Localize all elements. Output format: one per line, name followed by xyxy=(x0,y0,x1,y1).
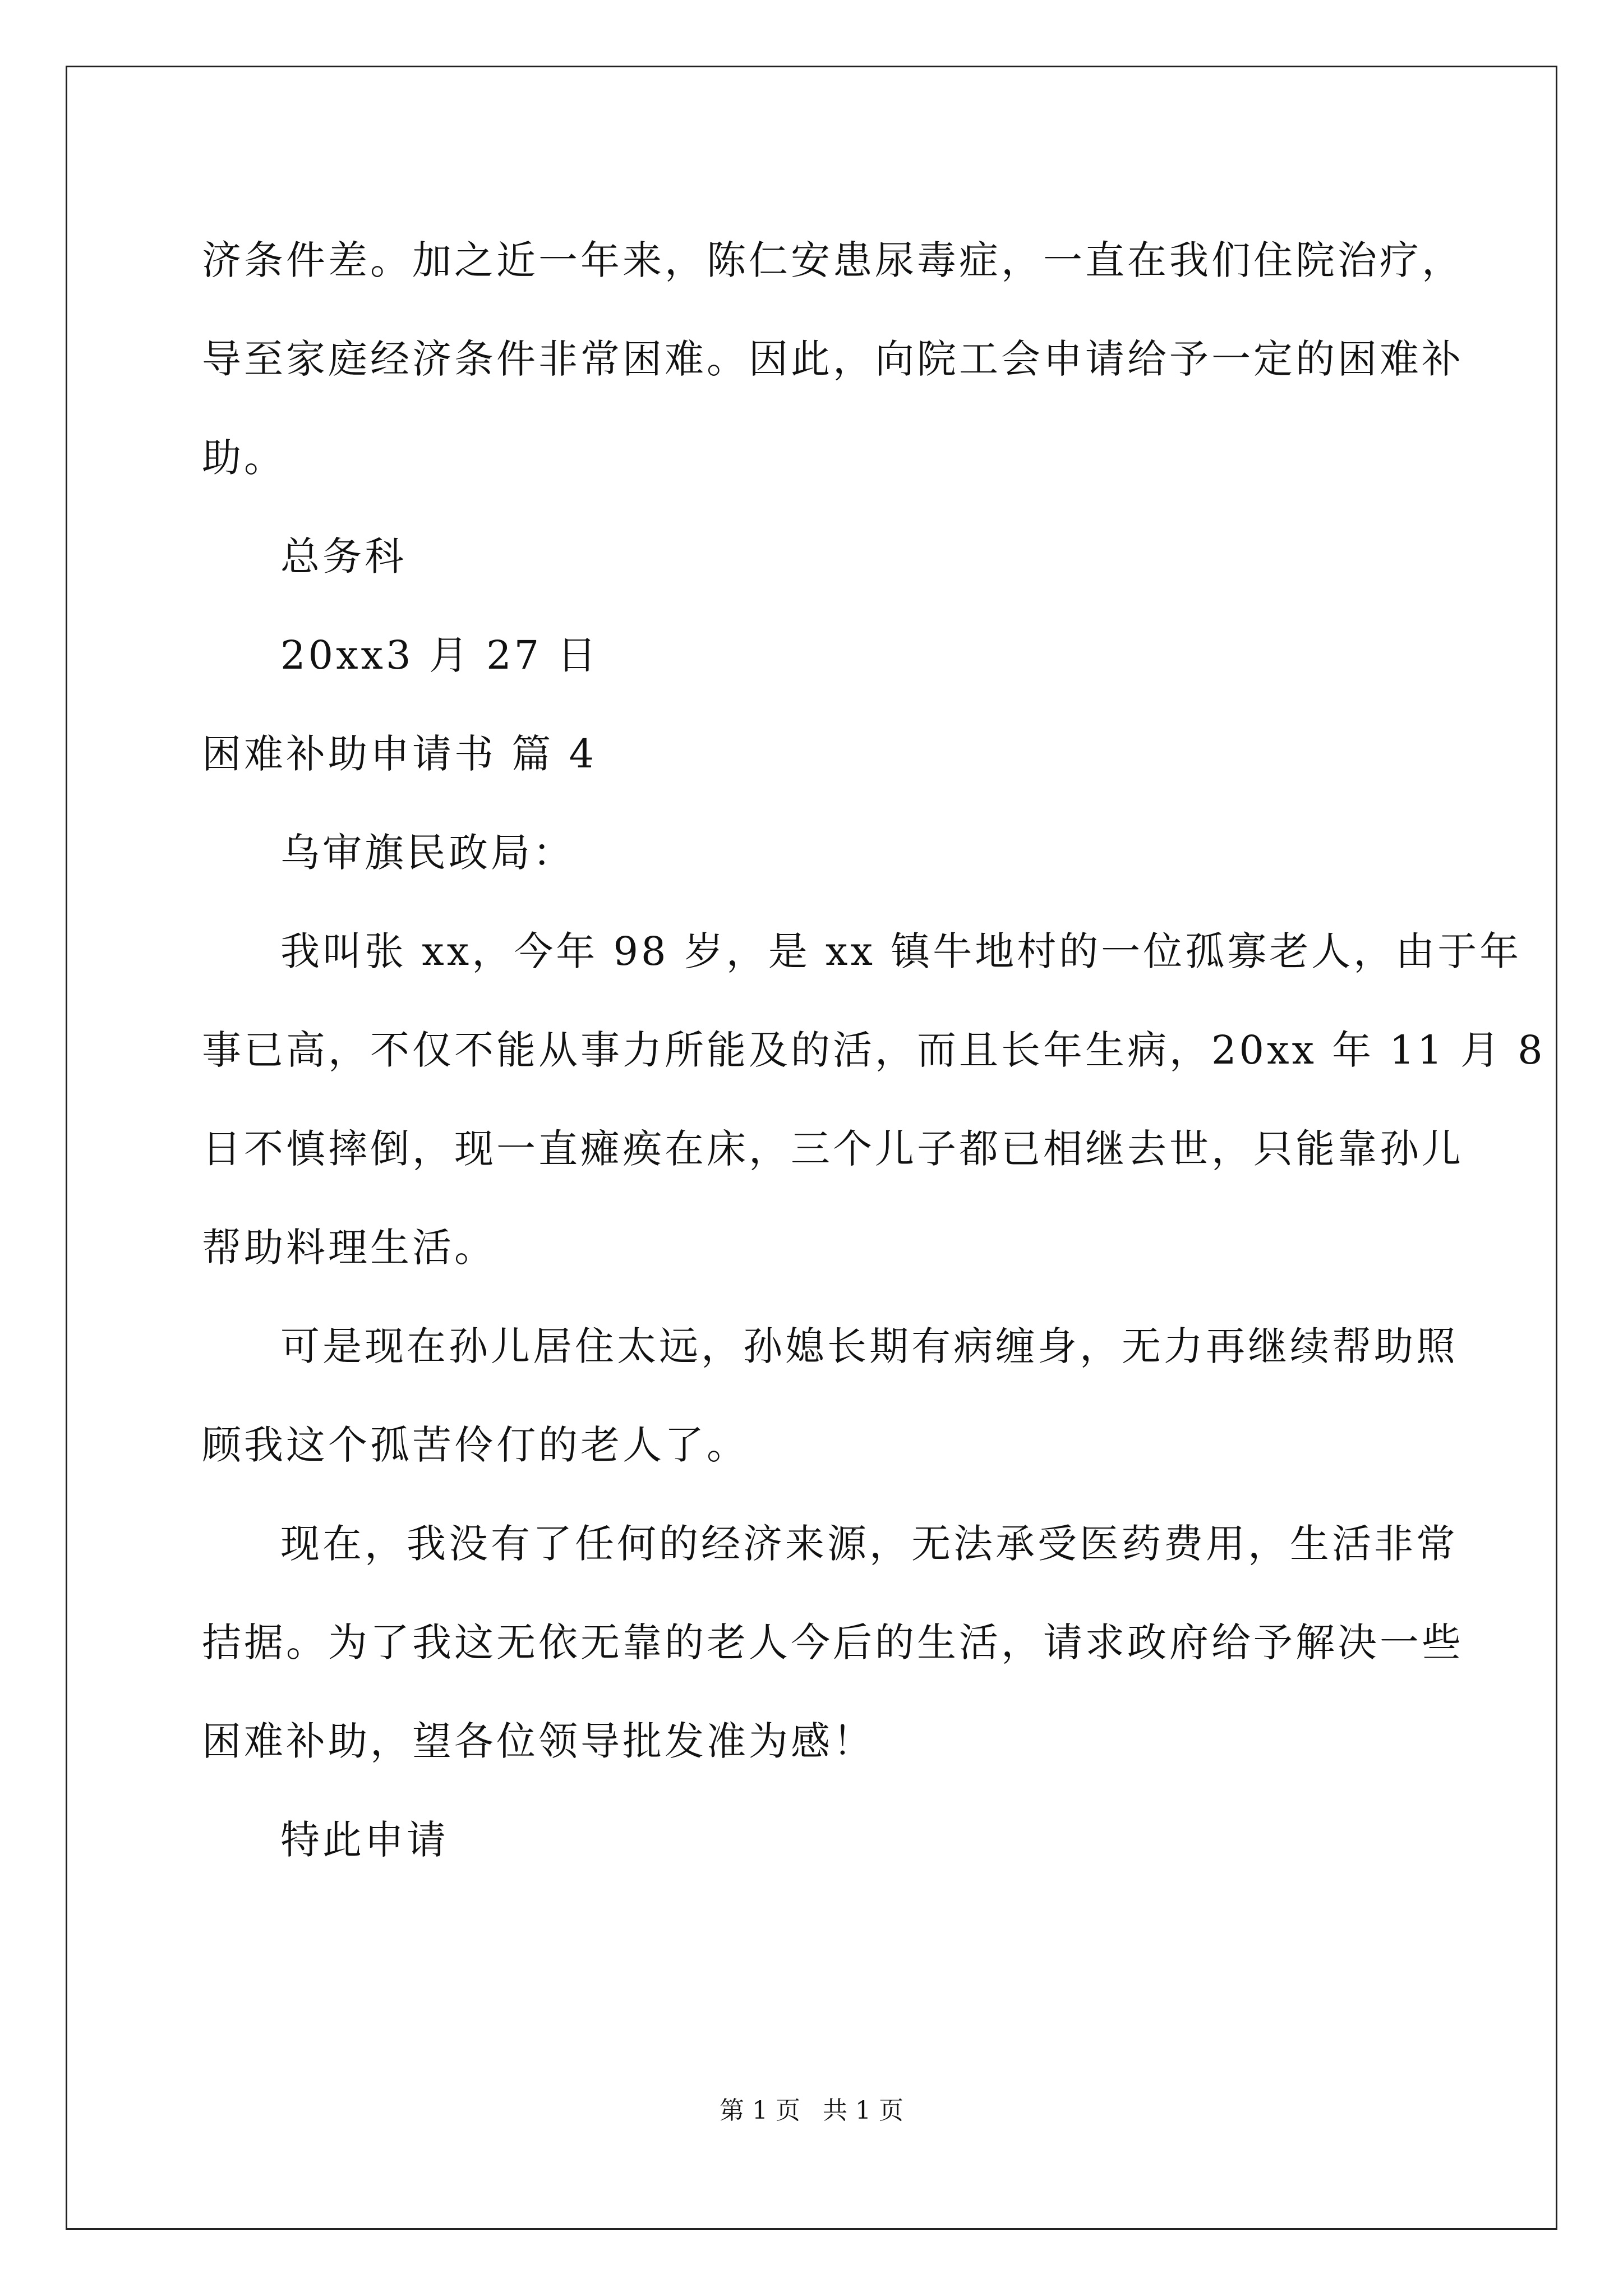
page-number: 第 1 页 xyxy=(720,2096,800,2125)
text-line: 济条件差。加之近一年来，陈仁安患尿毒症，一直在我们住院治疗， xyxy=(202,237,1464,283)
text-line: 现在，我没有了任何的经济来源，无法承受医药费用，生活非常 xyxy=(280,1521,1458,1567)
text-line: 日不慎摔倒，现一直瘫痪在床，三个儿子都已相继去世，只能靠孙儿 xyxy=(202,1126,1464,1172)
document-body xyxy=(202,211,1546,1889)
text-line: 助。 xyxy=(202,435,286,481)
text-line: 导至家庭经济条件非常困难。因此，向院工会申请给予一定的困难补 xyxy=(202,336,1464,382)
closing-phrase: 特此申请 xyxy=(280,1817,449,1863)
text-line: 帮助料理生活。 xyxy=(202,1225,496,1271)
text-line: 顾我这个孤苦伶仃的老人了。 xyxy=(202,1422,749,1468)
text-line: 可是现在孙儿居住太远，孙媳长期有病缠身，无力再继续帮助照 xyxy=(280,1323,1458,1369)
signature-department: 总务科 xyxy=(280,533,407,579)
page-total: 共 1 页 xyxy=(823,2096,903,2125)
text-line: 拮据。为了我这无依无靠的老人今后的生活，请求政府给予解决一些 xyxy=(202,1619,1464,1665)
page-footer xyxy=(0,2094,1623,2128)
text-line: 事已高，不仅不能从事力所能及的活，而且长年生病，20xx 年 11 月 8 xyxy=(202,1027,1546,1073)
text-line: 困难补助，望各位领导批发准为感！ xyxy=(202,1718,875,1764)
section-heading: 困难补助申请书 篇 4 xyxy=(202,731,597,777)
signature-date: 20xx3 月 27 日 xyxy=(280,632,600,678)
text-line: 我叫张 xx，今年 98 岁，是 xx 镇牛地村的一位孤寡老人，由于年 xyxy=(280,928,1522,974)
salutation: 乌审旗民政局： xyxy=(280,830,575,876)
